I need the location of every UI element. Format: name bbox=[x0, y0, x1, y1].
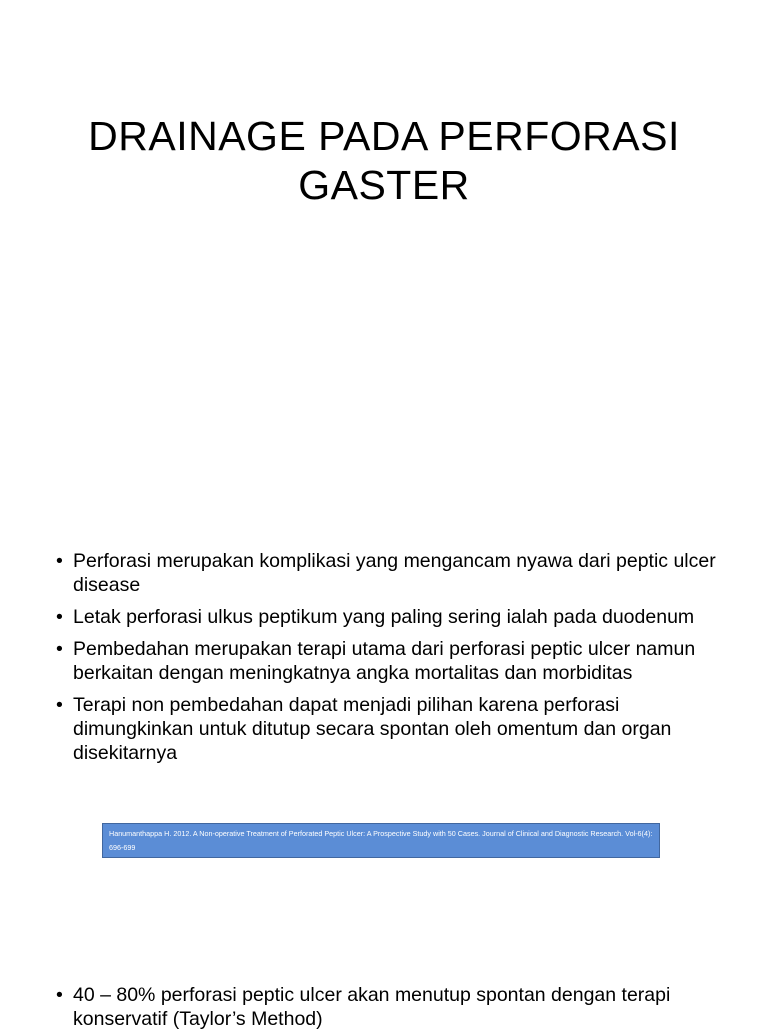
slide-title-line-1: DRAINAGE PADA PERFORASI bbox=[88, 113, 680, 159]
reference-box bbox=[102, 823, 660, 858]
bullet-item: • Terapi non pembedahan dapat menjadi pilihan karena perforasi dimungkinkan untuk ditutup secara spontan oleh omentum dan organ disekitarnya bbox=[56, 693, 736, 765]
slide-title-line-2: GASTER bbox=[298, 162, 470, 208]
bullet-list bbox=[56, 549, 736, 773]
bullet-item: • Letak perforasi ulkus peptikum yang paling sering ialah pada duodenum bbox=[56, 605, 736, 629]
slide-title bbox=[60, 112, 708, 210]
bullet-item: • Perforasi merupakan komplikasi yang mengancam nyawa dari peptic ulcer disease bbox=[56, 549, 736, 597]
bullet-item: • 40 – 80% perforasi peptic ulcer akan menutup spontan dengan terapi konservatif (Taylor’s Method) bbox=[56, 983, 736, 1031]
reference-text: Hanumanthappa H. 2012. A Non-operative Treatment of Perforated Peptic Ulcer: A Prospective Study with 50 Cases. Journal of Clinical and Diagnostic Research. Vol-6(4): 696-699 bbox=[109, 829, 653, 852]
bullet-item: • Pembedahan merupakan terapi utama dari perforasi peptic ulcer namun berkaitan dengan meningkatnya angka mortalitas dan morbiditas bbox=[56, 637, 736, 685]
